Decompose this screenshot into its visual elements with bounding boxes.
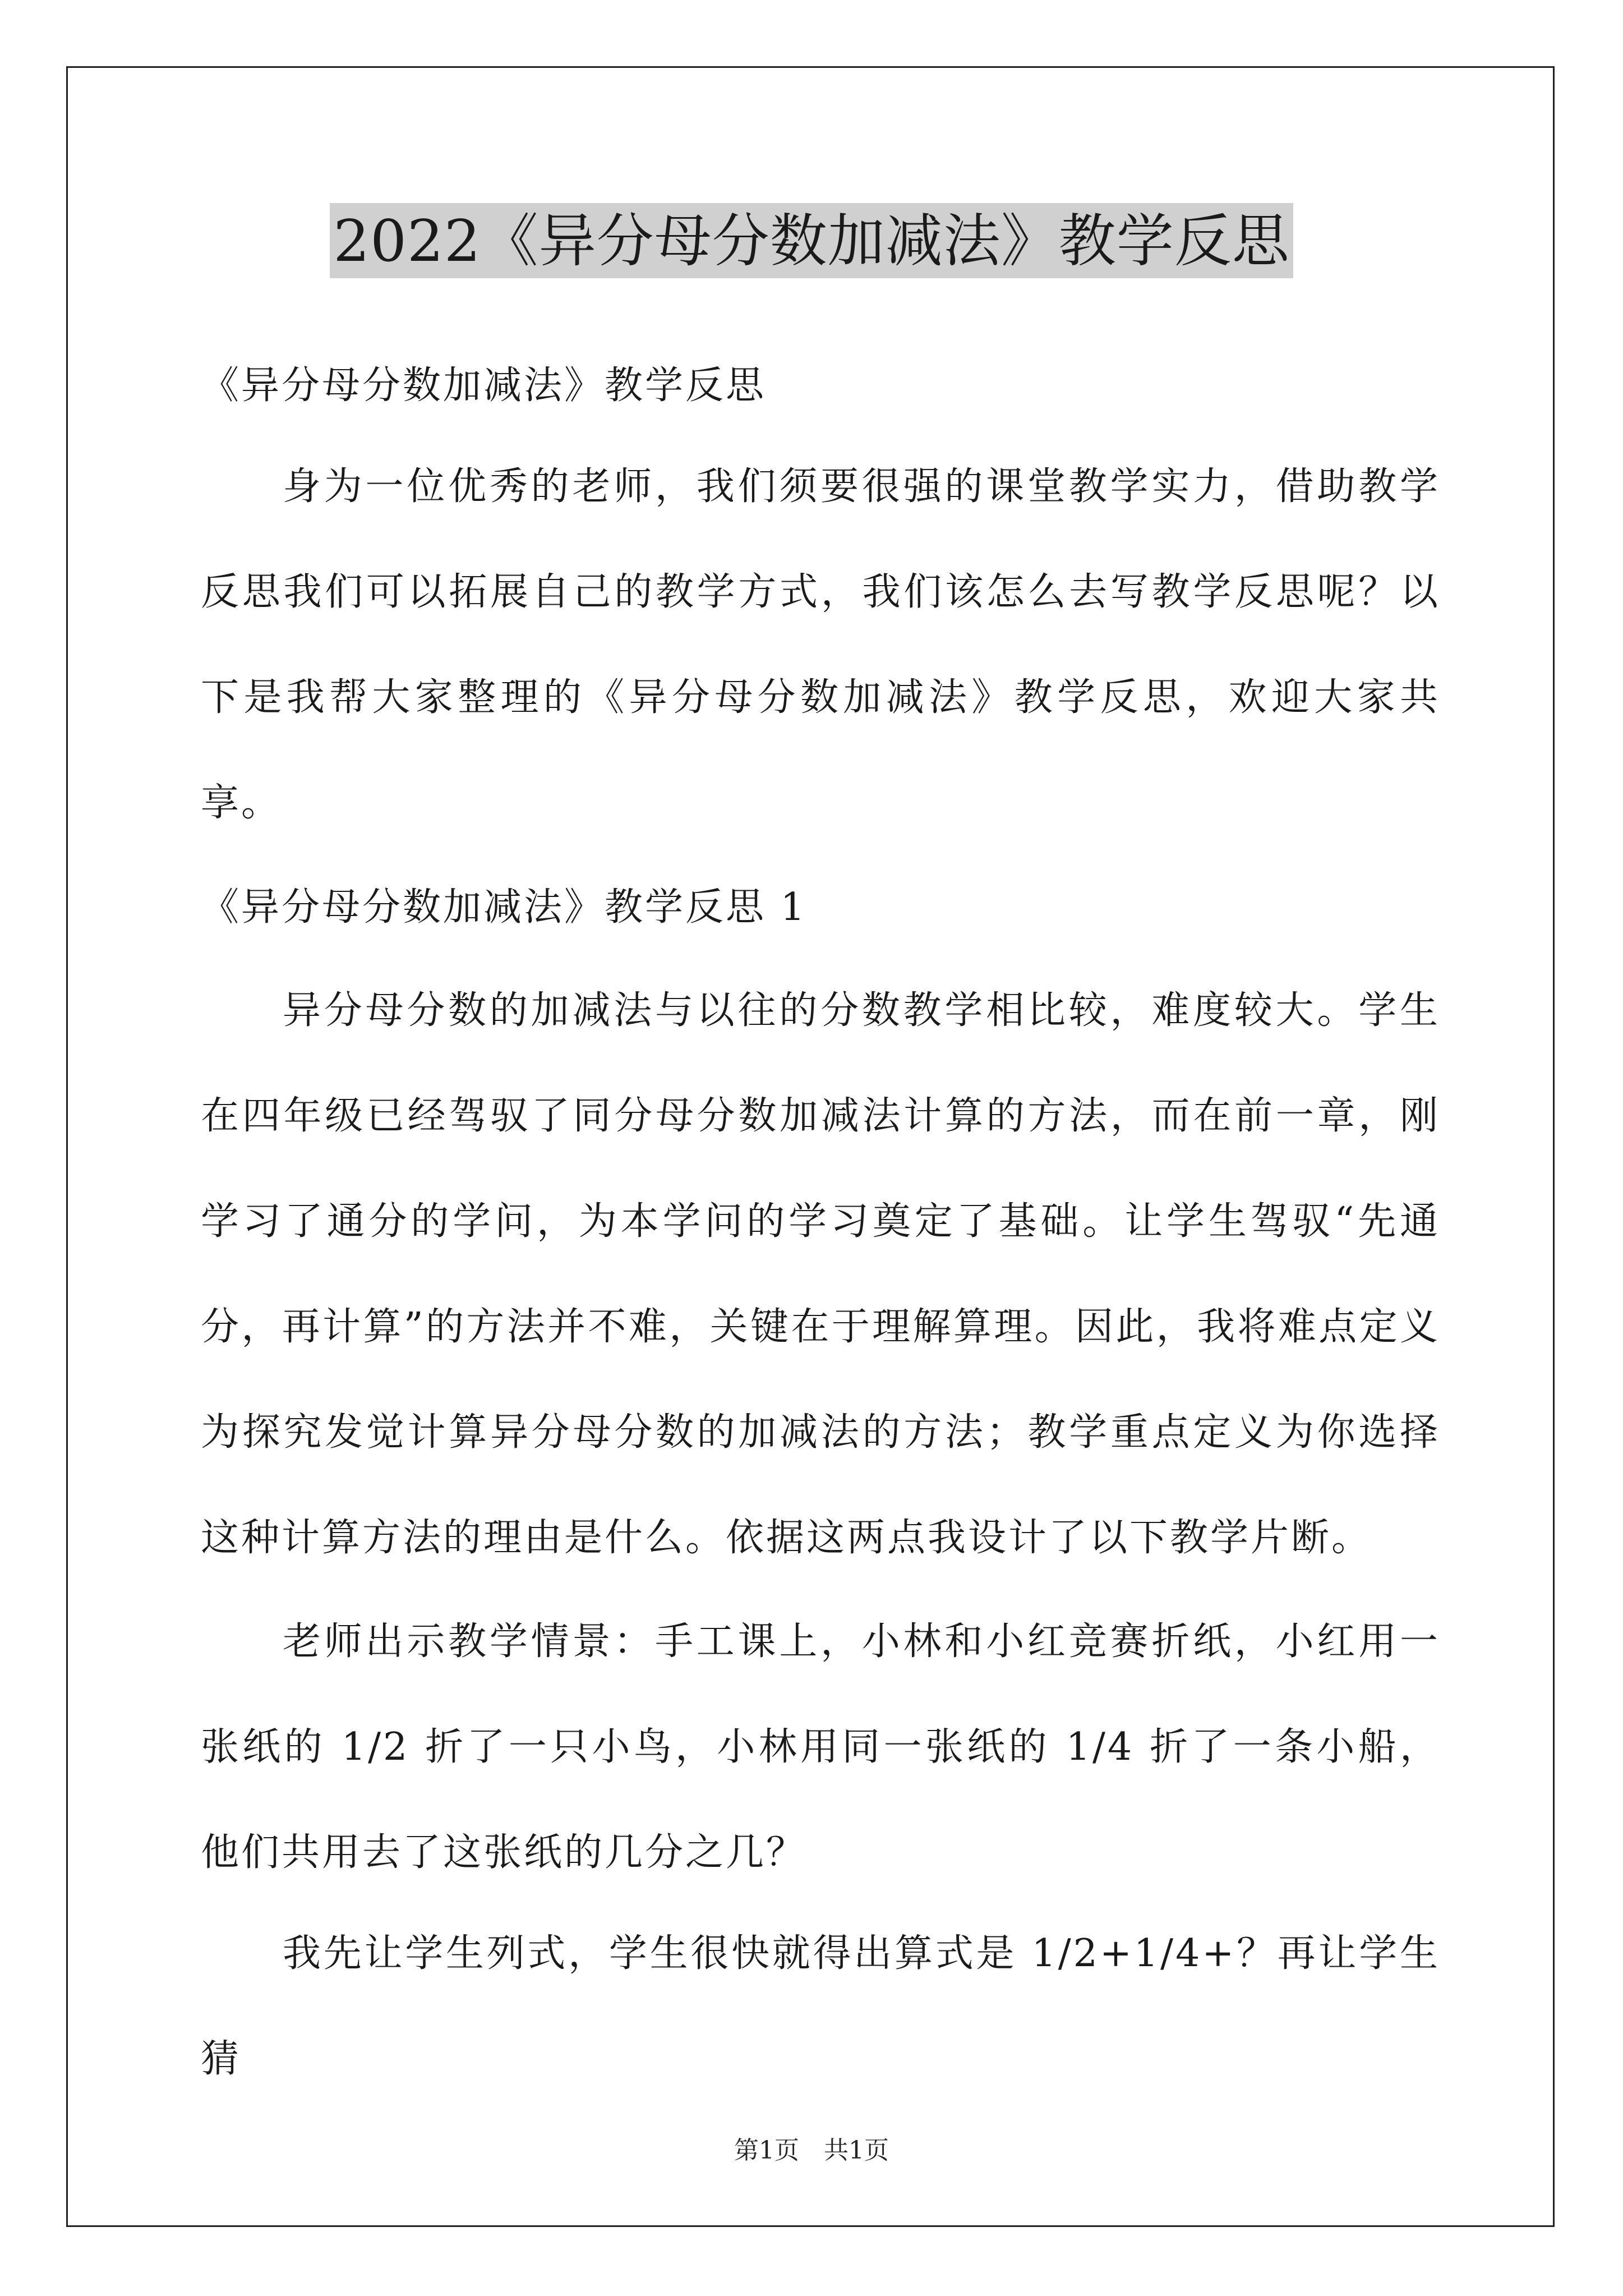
body-paragraph-3: 我先让学生列式，学生很快就得出算式是 1/2+1/4+？再让学生猜 xyxy=(201,1931,1440,2081)
intro-paragraph: 身为一位优秀的老师，我们须要很强的课堂教学实力，借助教学反思我们可以拓展自己的教学方式，我们该怎么去写教学反思呢？以下是我帮大家整理的《异分母分数加减法》教学反思，欢迎大家共享。 xyxy=(201,464,1440,825)
page-footer: 第1页 共1页 xyxy=(734,2136,889,2165)
document-title xyxy=(0,203,1623,278)
intro-heading: 《异分母分数加减法》教学反思 xyxy=(201,364,767,408)
body-paragraph-2: 老师出示教学情景：手工课上，小林和小红竞赛折纸，小红用一张纸的 1/2 折了一只小鸟，小林用同一张纸的 1/4 折了一条小船，他们共用去了这张纸的几分之几？ xyxy=(201,1619,1440,1875)
document-title-text: 2022《异分母分数加减法》教学反思 xyxy=(330,203,1293,278)
section-heading: 《异分母分数加减法》教学反思 1 xyxy=(201,885,807,930)
body-paragraph-1: 异分母分数的加减法与以往的分数教学相比较，难度较大。学生在四年级已经驾驭了同分母分数加减法计算的方法，而在前一章，刚学习了通分的学问，为本学问的学习奠定了基础。让学生驾驭“先通分，再计算”的方法并不难，关键在于理解算理。因此，我将难点定义为探究发觉计算异分母分数的加减法的方法；教学重点定义为你选择这种计算方法的理由是什么。依据这两点我设计了以下教学片断。 xyxy=(201,988,1440,1560)
